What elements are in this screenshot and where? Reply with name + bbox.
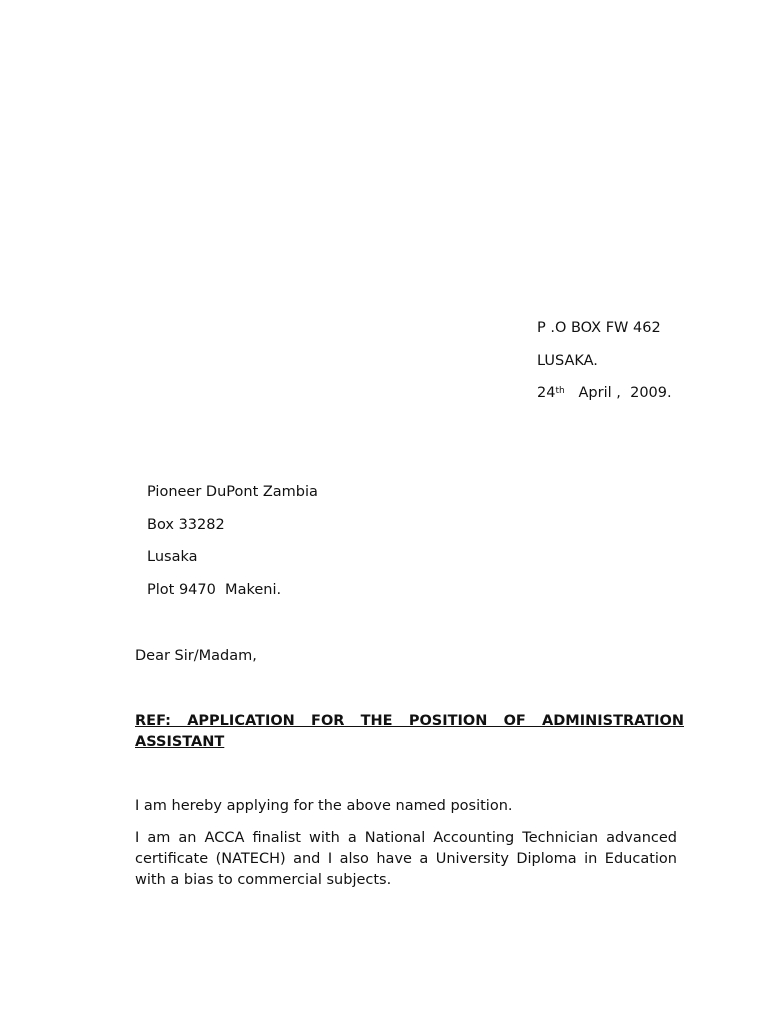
recipient-city: Lusaka	[147, 549, 198, 565]
recipient-name: Pioneer DuPont Zambia	[147, 484, 318, 500]
date-month-year: April , 2009.	[564, 385, 672, 401]
reference-heading: REF: APPLICATION FOR THE POSITION OF ADMINISTRATION ASSISTANT	[135, 713, 684, 750]
body-paragraph-1: I am hereby applying for the above named position.	[135, 798, 513, 814]
sender-address-line1: P .O BOX FW 462	[537, 320, 661, 336]
date-suffix: th	[555, 386, 565, 396]
salutation: Dear Sir/Madam,	[135, 648, 257, 664]
body-paragraph-2: I am an ACCA finalist with a National Accounting Technician advanced certificate (NATECH) and I also have a University Diploma in Education with a bias to commercial subjects.	[135, 830, 677, 888]
recipient-plot: Plot 9470 Makeni.	[147, 582, 282, 598]
letter-date	[537, 384, 672, 402]
sender-address-line2: LUSAKA.	[537, 353, 598, 369]
date-day: 24	[537, 385, 556, 401]
recipient-box: Box 33282	[147, 517, 225, 533]
